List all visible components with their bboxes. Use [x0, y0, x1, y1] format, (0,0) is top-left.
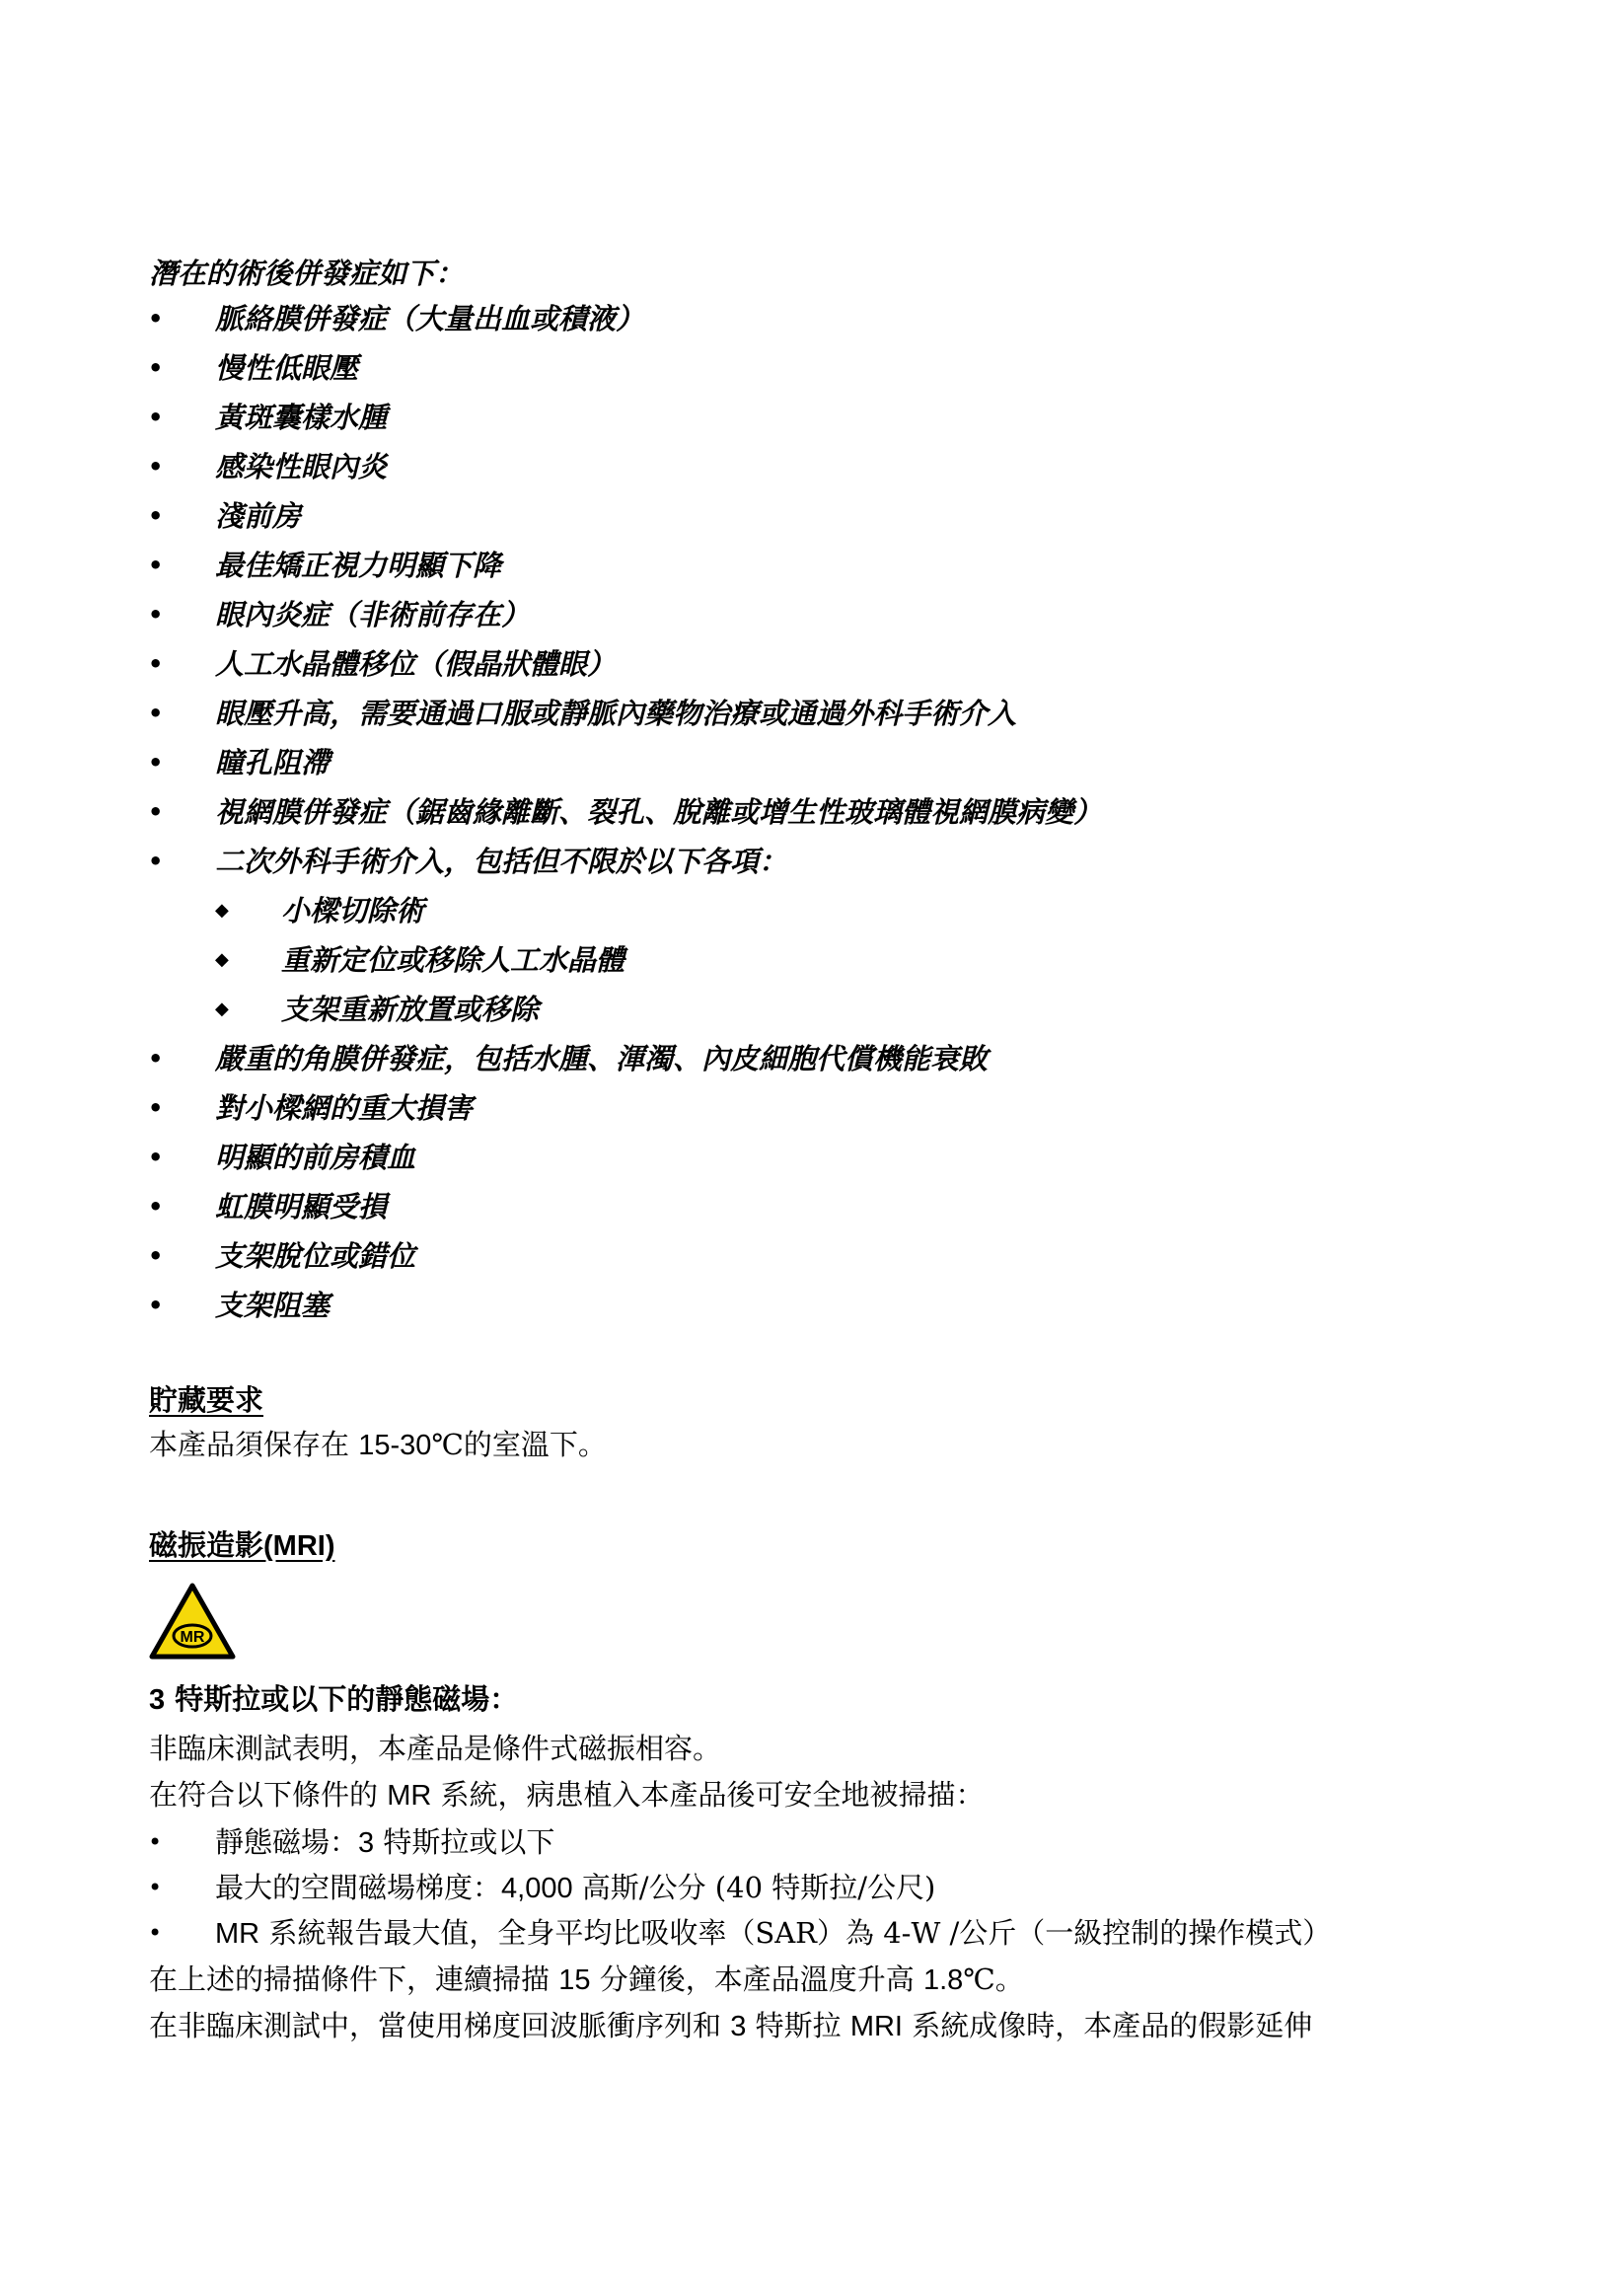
- bullet-icon: •: [148, 552, 164, 579]
- list-item-text: 對小樑網的重大損害: [215, 1091, 474, 1125]
- bullet-icon: •: [148, 1919, 163, 1947]
- bullet-icon: •: [148, 1242, 164, 1270]
- bullet-icon: •: [148, 1874, 163, 1901]
- diamond-bullet-icon: ◆: [215, 949, 229, 970]
- list-item-text: 眼壓升高，需要通過口服或靜脈內藥物治療或通過外科手術介入: [215, 697, 1017, 730]
- list-item-text: 支架阻塞: [215, 1289, 331, 1322]
- bullet-icon: •: [148, 601, 164, 629]
- list-item-text: 眼內炎症（非術前存在）: [215, 598, 531, 631]
- bullet-icon: •: [148, 798, 164, 826]
- bullet-icon: •: [148, 749, 164, 777]
- diamond-bullet-icon: ◆: [215, 999, 229, 1019]
- bullet-icon: •: [148, 354, 164, 382]
- bullet-icon: •: [148, 1094, 164, 1122]
- complications-title: 潛在的術後併發症如下：: [149, 257, 465, 290]
- list-item-text: 淺前房: [215, 499, 302, 533]
- bullet-icon: •: [148, 650, 164, 678]
- storage-text: 本產品須保存在 15-30℃的室溫下。: [149, 1428, 607, 1461]
- bullet-icon: •: [148, 502, 164, 530]
- bullet-icon: •: [148, 453, 164, 481]
- mri-condition-text: MR 系統報告最大值，全身平均比吸收率（SAR）為 4-W /公斤（一級控制的操作模式）: [215, 1916, 1332, 1950]
- mri-condition-text: 最大的空間磁場梯度：4,000 高斯/公分 (40 特斯拉/公尺): [215, 1871, 936, 1904]
- mri-line-4: 在非臨床測試中，當使用梯度回波脈衝序列和 3 特斯拉 MRI 系統成像時，本產品的假影延伸: [149, 2009, 1313, 2042]
- bullet-icon: •: [148, 848, 164, 875]
- list-item-text: 脈絡膜併發症（大量出血或積液）: [215, 302, 645, 335]
- mr-icon-label: MR: [180, 1629, 205, 1646]
- list-item-text: 感染性眼內炎: [215, 450, 388, 483]
- bullet-icon: •: [148, 305, 164, 333]
- list-item-text: 人工水晶體移位（假晶狀體眼）: [215, 647, 617, 681]
- storage-heading: 貯藏要求: [149, 1383, 264, 1417]
- mri-line-1: 非臨床測試表明，本產品是條件式磁振相容。: [149, 1732, 722, 1765]
- mr-conditional-icon: [149, 1583, 236, 1660]
- mri-line-3: 在上述的掃描條件下，連續掃描 15 分鐘後，本產品溫度升高 1.8℃。: [149, 1963, 1024, 1996]
- mri-static-field-title: 3 特斯拉或以下的靜態磁場：: [149, 1682, 519, 1716]
- bullet-icon: •: [148, 700, 164, 727]
- mri-condition-text: 靜態磁場：3 特斯拉或以下: [215, 1825, 555, 1859]
- mri-line-2: 在符合以下條件的 MR 系統，病患植入本產品後可安全地被掃描：: [149, 1778, 985, 1812]
- list-item-text: 明顯的前房積血: [215, 1141, 416, 1174]
- bullet-icon: •: [148, 1144, 164, 1171]
- diamond-bullet-icon: ◆: [215, 900, 229, 921]
- list-item-text: 嚴重的角膜併發症，包括水腫、渾濁、內皮細胞代償機能衰敗: [215, 1042, 989, 1075]
- bullet-icon: •: [148, 1292, 164, 1319]
- list-item-text: 慢性低眼壓: [215, 351, 359, 385]
- list-item-text: 支架重新放置或移除: [281, 993, 540, 1026]
- list-item-text: 小樑切除術: [281, 894, 425, 927]
- mri-heading: 磁振造影(MRI): [149, 1528, 335, 1562]
- list-item-text: 黃斑囊樣水腫: [215, 401, 388, 434]
- bullet-icon: •: [148, 1828, 163, 1856]
- list-item-text: 瞳孔阻滯: [215, 746, 331, 779]
- bullet-icon: •: [148, 1193, 164, 1221]
- list-item-text: 二次外科手術介入，包括但不限於以下各項：: [215, 845, 788, 878]
- list-item-text: 重新定位或移除人工水晶體: [281, 943, 625, 977]
- list-item-text: 視網膜併發症（鋸齒緣離斷、裂孔、脫離或增生性玻璃體視網膜病變）: [215, 795, 1103, 829]
- bullet-icon: •: [148, 404, 164, 431]
- list-item-text: 支架脫位或錯位: [215, 1239, 416, 1273]
- bullet-icon: •: [148, 1045, 164, 1073]
- list-item-text: 最佳矯正視力明顯下降: [215, 549, 502, 582]
- list-item-text: 虹膜明顯受損: [215, 1190, 388, 1223]
